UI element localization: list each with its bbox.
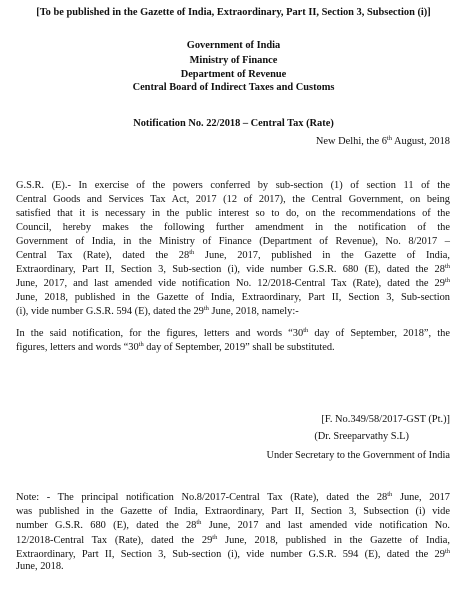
footnote-line <box>16 492 450 504</box>
main-paragraph-line <box>16 250 450 262</box>
text-run: Central Goods and Services Tax Act, 2017 (12 of 2017), the Central Government, on being <box>16 194 450 205</box>
superscript: th <box>444 277 450 284</box>
superscript: th <box>138 341 144 348</box>
board-heading: Central Board of Indirect Taxes and Customs <box>132 82 335 93</box>
superscript: th <box>444 548 450 555</box>
main-paragraph-line <box>16 306 299 318</box>
superscript: th <box>189 249 195 256</box>
main-paragraph-line <box>16 236 450 248</box>
main-paragraph-line <box>16 180 450 192</box>
main-paragraph-line <box>16 208 450 220</box>
main-paragraph-line <box>16 222 450 234</box>
text-run: Extraordinary, Part II, Section 3, Sub-section (i), vide number G.S.R. 594 (E), dated the 29 <box>16 549 445 560</box>
ministry-heading: Ministry of Finance <box>189 55 278 66</box>
substitution-paragraph-line <box>16 342 335 354</box>
text-run: Note: - The principal notification No.8/2017-Central Tax (Rate), dated the 28 <box>16 492 388 503</box>
gazette-publication-note: [To be published in the Gazette of India, Extraordinary, Part II, Section 3, Subsection (i)] <box>36 7 431 18</box>
text-run: June, 2017 and last amended vide notification No. <box>201 520 450 531</box>
text-run: June, 2017, published in the Gazette of India, <box>194 250 450 261</box>
text-run: (i), vide number G.S.R. 594 (E), dated the 29 <box>16 306 204 317</box>
text-run: June, 2018, namely:- <box>208 306 299 317</box>
text-run: 12/2018-Central Tax (Rate), dated the 29 <box>16 535 213 546</box>
footnote-line <box>16 506 450 518</box>
date-superscript: th <box>386 135 392 142</box>
notification-title: Notification No. 22/2018 – Central Tax (Rate) <box>133 118 334 129</box>
text-run: Council, hereby makes the following further amendment in the notification of the <box>16 222 450 233</box>
text-run: June, 2017 <box>392 492 451 503</box>
signatory-designation: Under Secretary to the Government of India <box>266 450 450 461</box>
notification-date <box>316 136 450 148</box>
superscript: th <box>212 534 218 541</box>
text-run: satisfied that it is necessary in the public interest so to do, on the recommendations of the <box>16 208 450 219</box>
date-suffix: August, 2018 <box>391 136 450 147</box>
text-run: In the said notification, for the figures, letters and words “30 <box>16 328 304 339</box>
date-prefix: New Delhi, the 6 <box>315 136 387 147</box>
substitution-paragraph-line <box>16 328 450 340</box>
text-run: G.S.R. (E).- In exercise of the powers conferred by sub-section (1) of section 11 of the <box>16 180 450 191</box>
department-heading: Department of Revenue <box>180 69 287 80</box>
text-run: June, 2018, published in the Gazette of India, Extraordinary, Part II, Section 3, Sub-section <box>16 292 450 303</box>
text-run: Central Tax (Rate), dated the 28 <box>16 250 190 261</box>
text-run: Extraordinary, Part II, Section 3, Sub-section (i), vide number G.S.R. 680 (E), dated the 28 <box>16 264 445 275</box>
main-paragraph-line <box>16 278 450 290</box>
superscript: th <box>444 263 450 270</box>
superscript: th <box>387 491 393 498</box>
footnote-line <box>16 561 64 573</box>
government-heading: Government of India <box>186 40 281 51</box>
footnote-line <box>16 549 450 561</box>
main-paragraph-line <box>16 292 450 304</box>
text-run: day of September, 2019” shall be substituted. <box>143 342 335 353</box>
main-paragraph-line <box>16 194 450 206</box>
file-number: [F. No.349/58/2017-GST (Pt.)] <box>321 414 450 425</box>
text-run: June, 2017, and last amended vide notification No. 12/2018-Central Tax (Rate), dated the 29 <box>16 278 445 289</box>
main-paragraph-line <box>16 264 450 276</box>
superscript: th <box>196 519 202 526</box>
signatory-name: (Dr. Sreeparvathy S.L) <box>314 431 409 442</box>
footnote-line <box>16 520 450 532</box>
text-run: was published in the Gazette of India, Extraordinary, Part II, Section 3, Subsection (i) vide <box>16 506 450 517</box>
text-run: June, 2018, published in the Gazette of India, <box>217 535 450 546</box>
text-run: Government of India, in the Ministry of Finance (Department of Revenue), No. 8/2017 – <box>16 236 450 247</box>
superscript: th <box>303 327 309 334</box>
text-run: day of September, 2018”, the <box>308 328 450 339</box>
footnote-line <box>16 535 450 547</box>
text-run: figures, letters and words “30 <box>16 342 139 353</box>
text-run: number G.S.R. 680 (E), dated the 28 <box>16 520 197 531</box>
superscript: th <box>203 305 209 312</box>
text-run: June, 2018. <box>16 561 64 572</box>
